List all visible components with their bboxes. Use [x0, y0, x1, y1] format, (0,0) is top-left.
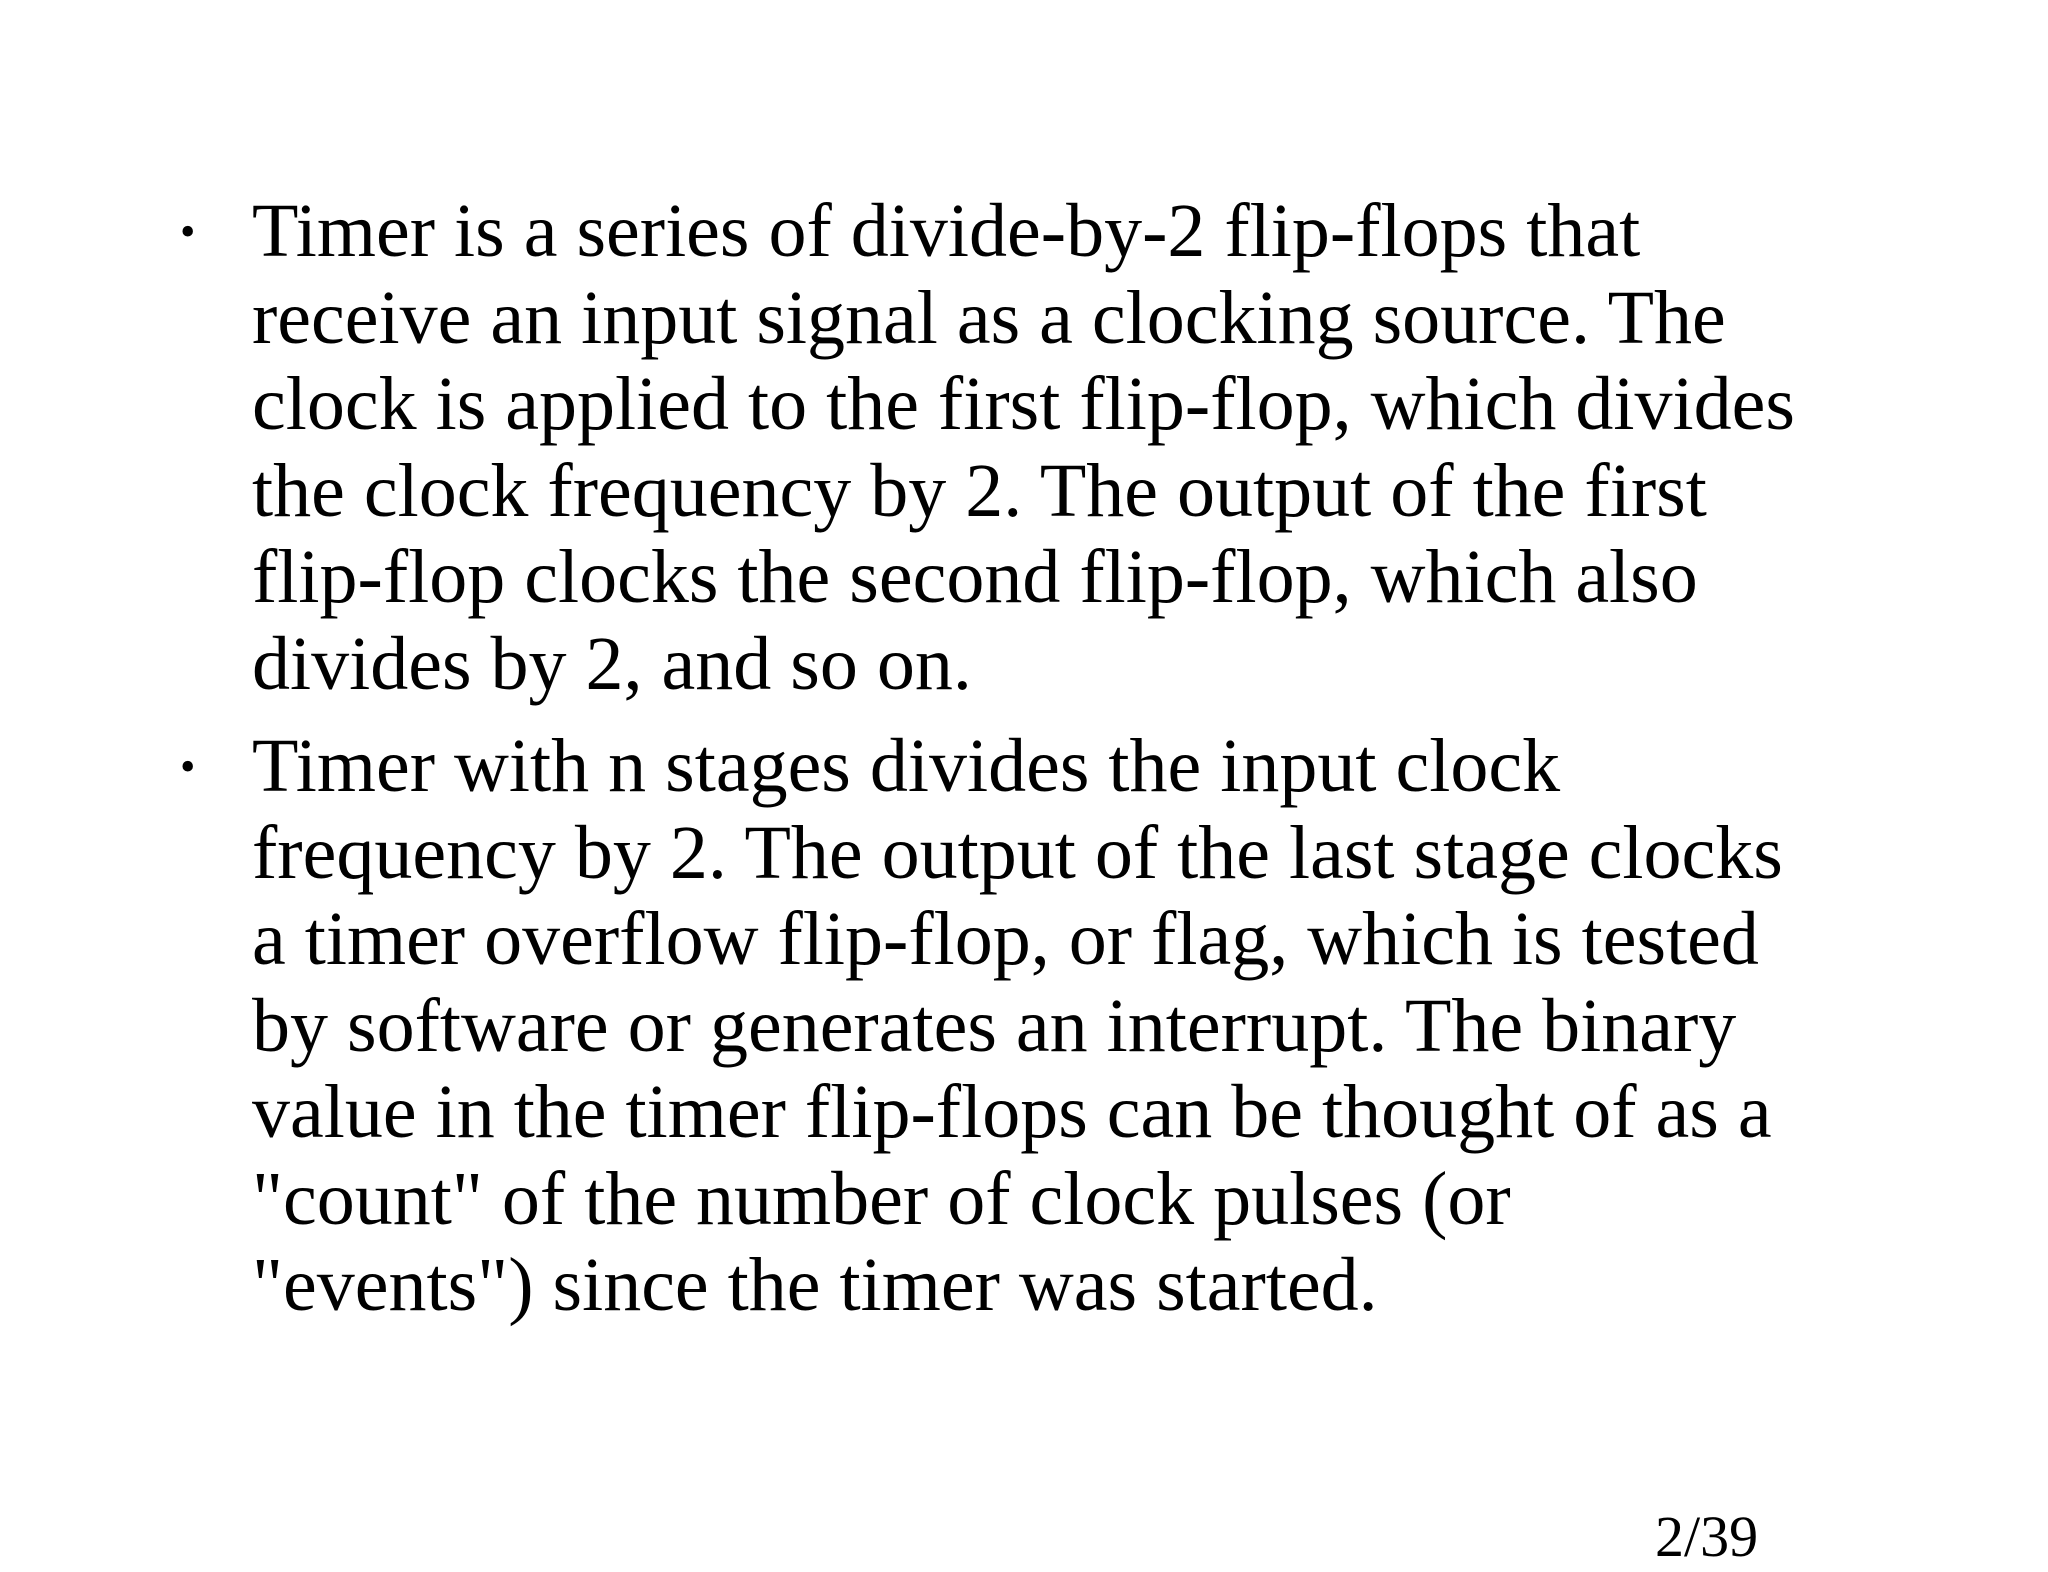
bullet-text: Timer with n stages divides the input clock frequency by 2. The output of the last stage clocks a timer overflow flip-flop, or flag, which is tested by software or generates an interrupt. The binary value in the timer flip-flops can be thought of as a "count" of the number of clock pulses (or "events") since the timer was started. — [252, 724, 1783, 1327]
bullet-list — [0, 188, 2048, 1345]
bullet-text: Timer is a series of divide-by-2 flip-flops that receive an input signal as a clocking source. The clock is applied to the first flip-flop, which divides the clock frequency by 2. The output of the first flip-flop clocks the second flip-flop, which also divides by 2, and so on. — [252, 189, 1795, 706]
page-number: 2/39 — [1655, 1504, 1759, 1569]
bullet-item — [0, 723, 2048, 1329]
bullet-marker: • — [180, 742, 196, 791]
bullet-marker: • — [180, 207, 196, 256]
bullet-item — [0, 188, 2048, 707]
